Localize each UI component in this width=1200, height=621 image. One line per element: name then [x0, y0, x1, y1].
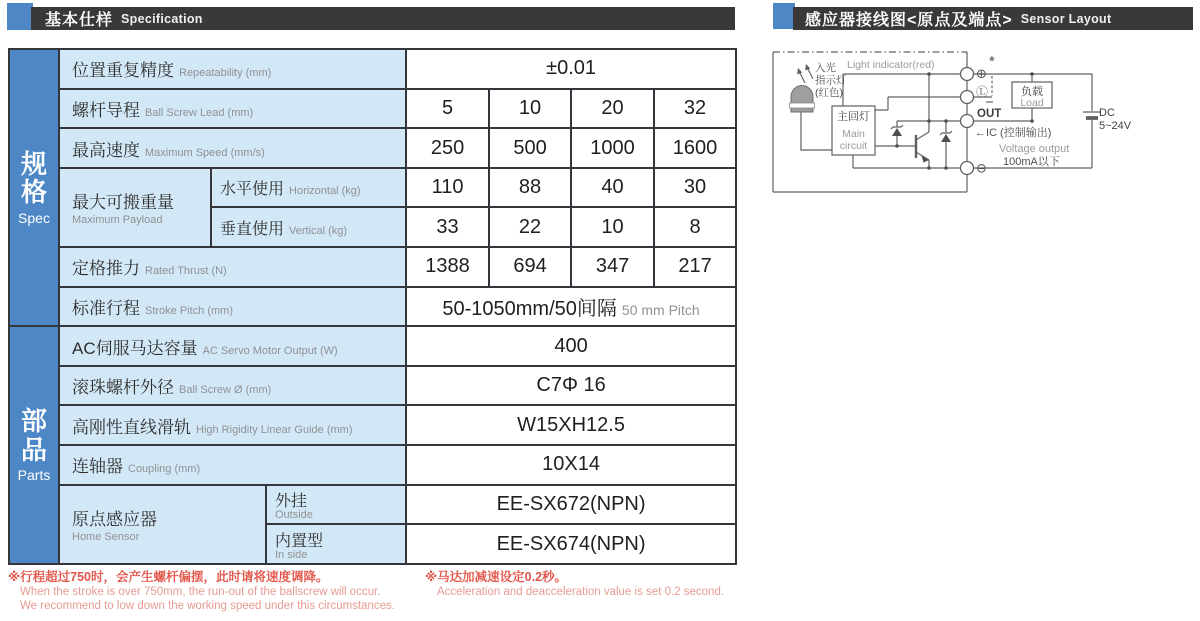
wire-minus-rail — [853, 155, 960, 168]
table-row — [9, 49, 736, 89]
main-circuit-label-en1: Main — [842, 128, 865, 140]
sidebar-spec — [9, 49, 59, 326]
value-cell: 32 — [654, 89, 736, 129]
row-label-ball-screw-lead: 螺杆导程 Ball Screw Lead (mm) — [59, 89, 406, 129]
footnote-right-en: Acceleration and deacceleration value is set 0.2 second. — [437, 585, 725, 598]
table-row — [9, 366, 736, 406]
spec-header-bar — [31, 7, 735, 30]
value-cell: 500 — [489, 128, 571, 168]
value-sensor-outside: EE-SX672(NPN) — [406, 485, 736, 525]
row-label-repeatability: 位置重复精度 Repeatability (mm) — [59, 49, 406, 89]
ic-control-output-label: ←IC (控制输出) — [975, 127, 1052, 139]
led-label-zh-3: (红色) — [815, 87, 843, 99]
terminal-l-symbol: Ⓛ — [976, 85, 989, 99]
sensor-header-title-zh: 感应器接线图<原点及端点> — [805, 12, 1013, 29]
spec-header-accent-square — [7, 3, 33, 30]
main-circuit-label-zh: 主回灯 — [837, 111, 870, 123]
row-label-max-payload: 最大可搬重量 Maximum Payload — [59, 168, 211, 247]
table-row — [9, 287, 736, 327]
sidebar-parts — [9, 326, 59, 564]
table-row — [9, 445, 736, 485]
wire-plus-rail — [843, 74, 960, 106]
sidebar-parts-zh: 部品 — [20, 406, 47, 465]
table-row — [9, 128, 736, 168]
table-row — [9, 405, 736, 445]
value-stroke-pitch: 50-1050mm/50间隔 50 mm Pitch — [406, 287, 736, 327]
row-label-servo-output: AC伺服马达容量 AC Servo Motor Output (W) — [59, 326, 406, 366]
value-cell: 5 — [406, 89, 489, 129]
value-cell: 110 — [406, 168, 489, 208]
led-label-zh-2: 指示灯 — [815, 74, 847, 87]
value-servo-output: 400 — [406, 326, 736, 366]
wire-led — [801, 112, 832, 150]
spec-header-title-zh: 基本仕样 — [45, 12, 114, 29]
light-emission-arrows-icon — [797, 64, 813, 83]
row-label-horizontal: 水平使用 Horizontal (kg) — [211, 168, 406, 208]
row-label-home-sensor: 原点感应器 Home Sensor — [59, 485, 266, 564]
footnote-right-zh: ※马达加减速设定0.2秒。 — [425, 570, 568, 584]
footnote-right — [425, 570, 724, 599]
value-sensor-inside: EE-SX674(NPN) — [406, 524, 736, 564]
spec-table — [8, 48, 737, 565]
wire-l-terminal — [875, 97, 960, 110]
row-label-inside: 内置型 In side — [266, 524, 406, 564]
terminal-minus-symbol: ⊖ — [976, 160, 987, 176]
sensor-wiring-diagram — [770, 45, 1200, 210]
table-row — [9, 89, 736, 129]
value-cell: 10 — [571, 207, 654, 247]
load-label-zh: 负载 — [1021, 86, 1043, 98]
transistor-collector — [916, 74, 929, 140]
terminal-plus-circle — [961, 68, 974, 81]
value-cell: 8 — [654, 207, 736, 247]
footnote-left-en2: We recommend to low down the working speed under this circumstances. — [20, 600, 395, 612]
terminal-plus-symbol: ⊕ — [976, 66, 987, 81]
zener2-icon — [941, 134, 951, 142]
terminal-l-circle — [961, 91, 974, 104]
table-row — [9, 247, 736, 287]
row-label-ball-screw-dia: 滚珠螺杆外径 Ball Screw Ø (mm) — [59, 366, 406, 406]
led-band — [790, 103, 815, 108]
value-cell: 250 — [406, 128, 489, 168]
sensor-header-bar — [793, 7, 1193, 30]
row-label-linear-guide: 高刚性直线滑轨 High Rigidity Linear Guide (mm) — [59, 405, 406, 445]
value-repeatability: ±0.01 — [406, 49, 736, 89]
terminal-star-symbol: * — [989, 53, 995, 70]
sensor-header-title-en: Sensor Layout — [1020, 11, 1112, 26]
value-cell: 40 — [571, 168, 654, 208]
row-label-rated-thrust: 定格推力 Rated Thrust (N) — [59, 247, 406, 287]
value-cell: 347 — [571, 247, 654, 287]
sensor-header-accent-square — [773, 3, 795, 29]
value-cell: 1388 — [406, 247, 489, 287]
value-cell: 217 — [654, 247, 736, 287]
spec-header-title-en: Specification — [121, 11, 203, 26]
row-label-max-speed: 最高速度 Maximum Speed (mm/s) — [59, 128, 406, 168]
terminal-out-label: OUT — [977, 108, 1002, 120]
table-row — [9, 168, 736, 208]
footnote-left-zh: ※行程超过750时，会产生螺杆偏摆，此时请将速度调降。 — [8, 570, 329, 584]
value-ball-screw-dia: C7Φ 16 — [406, 366, 736, 406]
table-row — [9, 485, 736, 525]
load-label-en: Load — [1020, 97, 1044, 109]
voltage-output-label: Voltage output — [999, 143, 1070, 155]
footnote-left-en1: When the stroke is over 750mm, the run-out of the ballscrew will occur. — [20, 585, 381, 598]
current-limit-label: 100mA以下 — [1003, 156, 1060, 168]
terminal-out-circle — [961, 115, 974, 128]
value-cell: 33 — [406, 207, 489, 247]
sidebar-parts-en: Parts — [17, 467, 51, 484]
row-label-stroke-pitch: 标准行程 Stroke Pitch (mm) — [59, 287, 406, 327]
value-cell: 20 — [571, 89, 654, 129]
value-cell: 88 — [489, 168, 571, 208]
terminal-minus-circle — [961, 162, 974, 175]
value-linear-guide: W15XH12.5 — [406, 405, 736, 445]
dc-label: DC — [1099, 107, 1115, 119]
value-cell: 1600 — [654, 128, 736, 168]
led-label-zh-1: 入光 — [815, 62, 836, 74]
light-indicator-label: Light indicator(red) — [847, 59, 935, 71]
value-cell: 22 — [489, 207, 571, 247]
main-circuit-label-en2: circuit — [839, 140, 868, 152]
row-label-outside: 外挂 Outside — [266, 485, 406, 525]
row-label-vertical: 垂直使用 Vertical (kg) — [211, 207, 406, 247]
value-cell: 10 — [489, 89, 571, 129]
sidebar-spec-en: Spec — [18, 209, 50, 226]
value-coupling: 10X14 — [406, 445, 736, 485]
row-label-coupling: 连轴器 Coupling (mm) — [59, 445, 406, 485]
value-cell: 694 — [489, 247, 571, 287]
dc-range-label: 5~24V — [1099, 120, 1132, 132]
sidebar-spec-zh: 规格 — [20, 148, 47, 208]
zener1-icon — [892, 128, 902, 136]
value-cell: 30 — [654, 168, 736, 208]
value-cell: 1000 — [571, 128, 654, 168]
table-row — [9, 326, 736, 366]
footnote-left — [8, 570, 395, 614]
